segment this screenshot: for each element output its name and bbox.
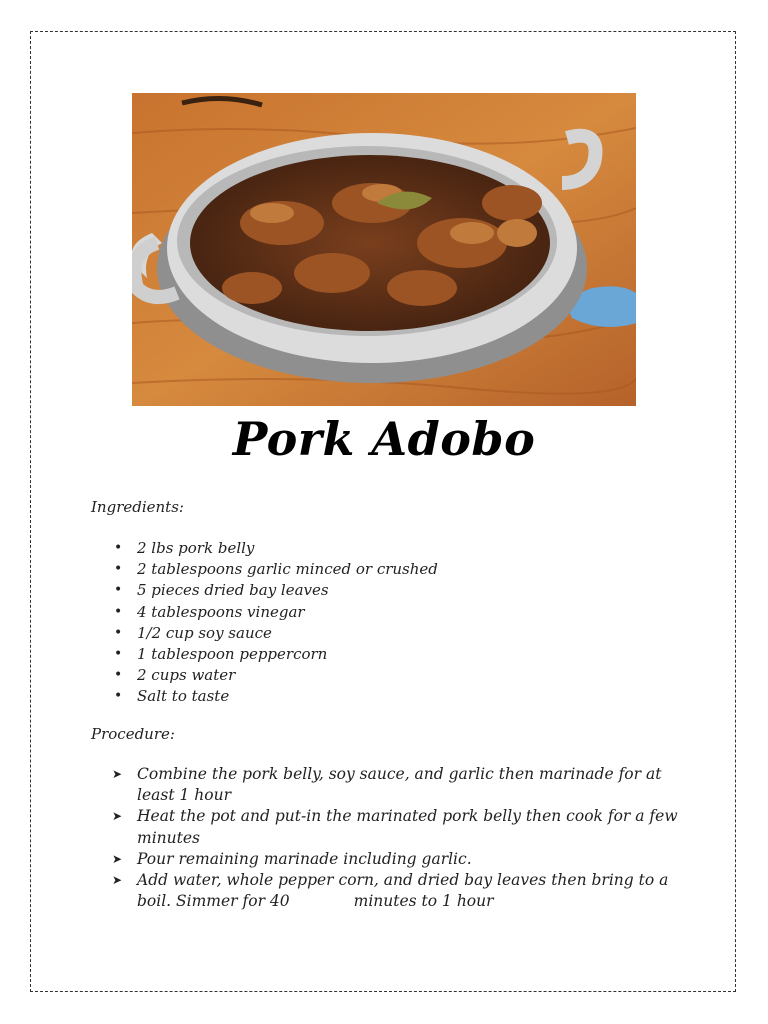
procedure-step: ➤ Heat the pot and put-in the marinated pork belly then cook for a few minutes — [110, 806, 690, 848]
ingredient-item: • 1/2 cup soy sauce — [110, 623, 438, 644]
procedure-step: ➤ Pour remaining marinade including garlic. — [110, 849, 690, 870]
ingredient-item: • 2 tablespoons garlic minced or crushed — [110, 559, 438, 580]
recipe-title: Pork Adobo — [232, 412, 536, 466]
ingredient-item: • Salt to taste — [110, 686, 438, 707]
procedure-step — [110, 870, 690, 912]
ingredient-item: • 2 cups water — [110, 665, 438, 686]
procedure-step-text: Add water, whole pepper corn, and dried bay leaves then bring to a boil. Simmer for 40 — [137, 871, 669, 911]
procedure-list — [110, 764, 690, 912]
ingredient-item: • 2 lbs pork belly — [110, 538, 438, 559]
procedure-step: ➤ Combine the pork belly, soy sauce, and garlic then marinade for at least 1 hour — [110, 764, 690, 806]
ingredient-item: • 1 tablespoon peppercorn — [110, 644, 438, 665]
dish-photo — [132, 93, 636, 406]
ingredients-label: Ingredients: — [91, 498, 184, 516]
ingredients-list — [110, 538, 438, 708]
ingredient-item: • 5 pieces dried bay leaves — [110, 580, 438, 601]
ingredient-item: • 4 tablespoons vinegar — [110, 602, 438, 623]
procedure-label: Procedure: — [91, 725, 175, 743]
procedure-step-text-continued: minutes to 1 hour — [353, 892, 494, 911]
